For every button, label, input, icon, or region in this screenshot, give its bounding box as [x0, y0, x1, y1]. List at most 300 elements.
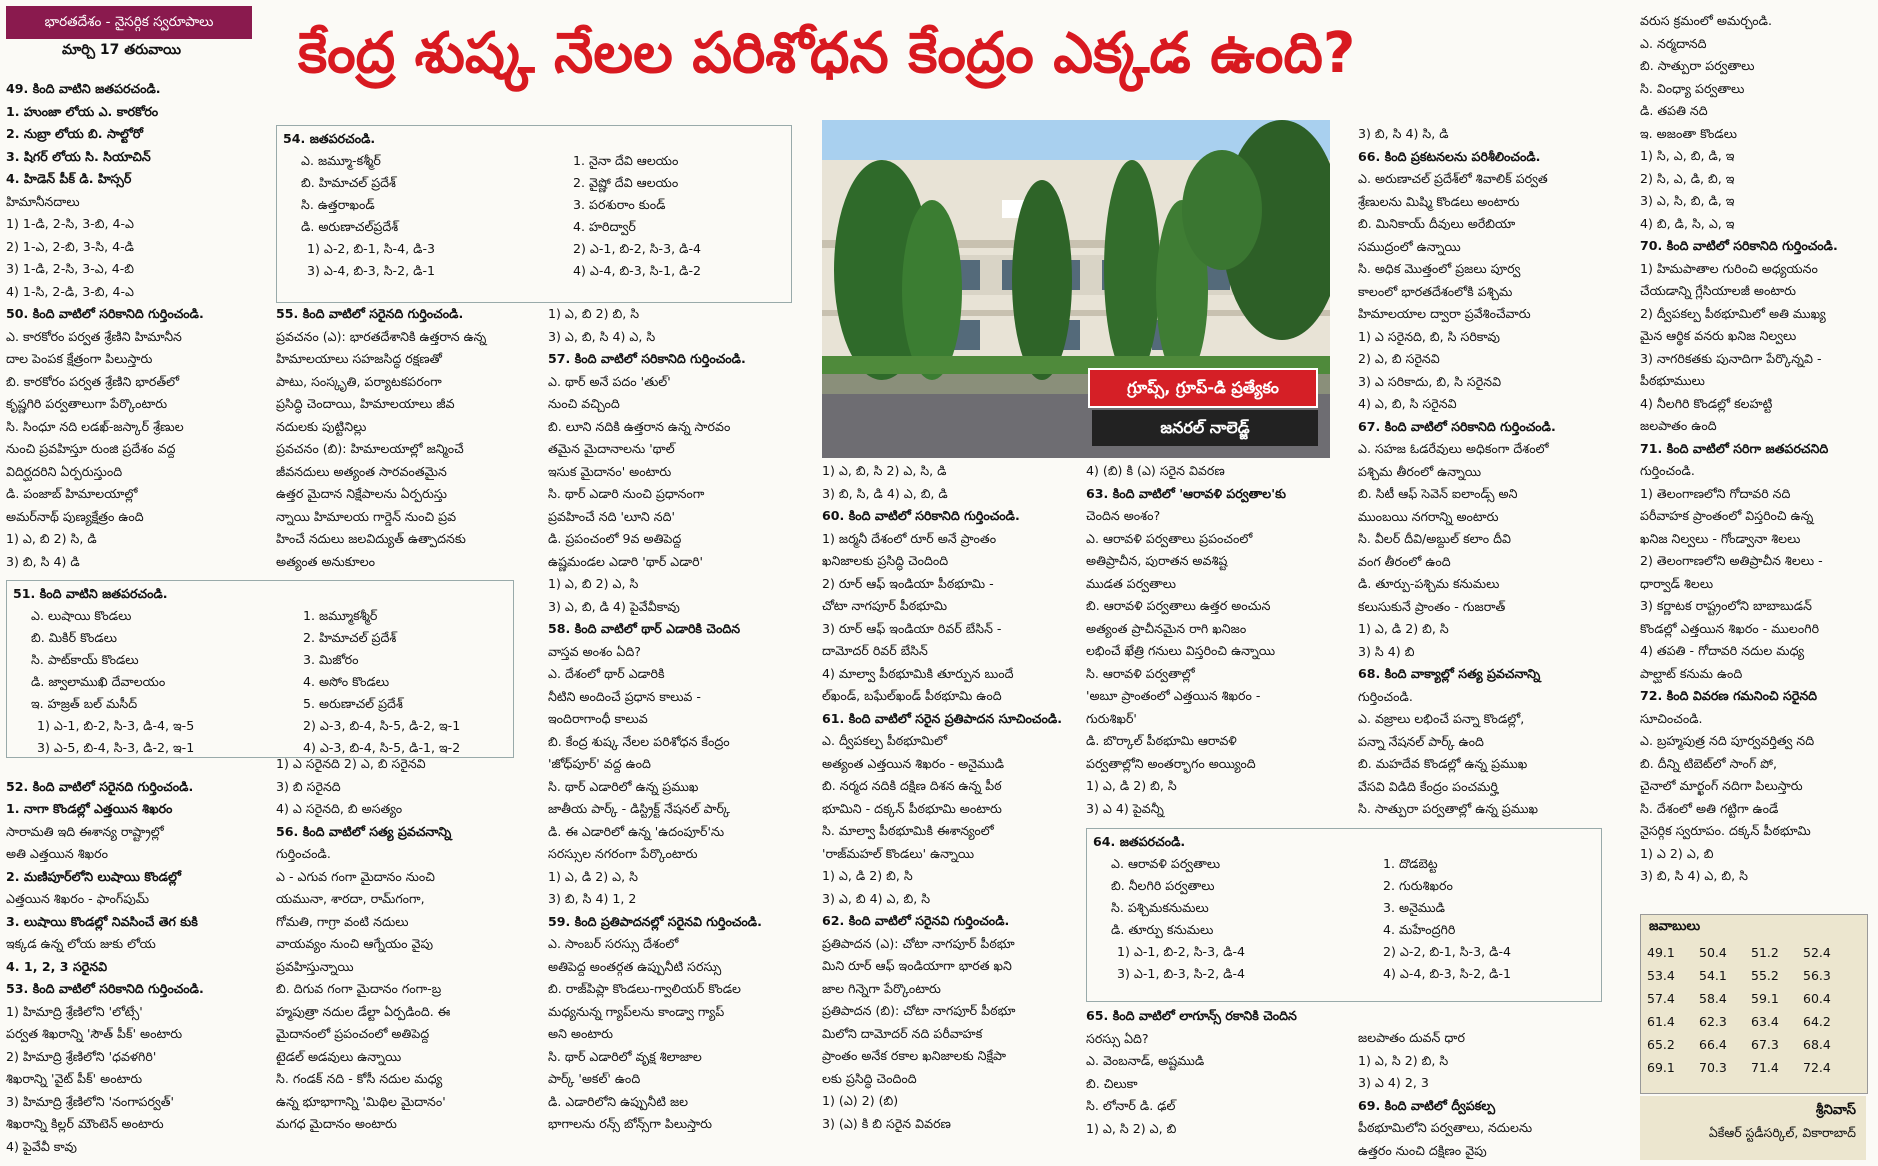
box-line: 3. పరశురాం కుండ్	[573, 197, 666, 212]
text-line: 1) ఎ, బి, సి 2) ఎ, సి, డి	[822, 463, 947, 478]
section-tag: భారతదేశం - నైసర్గిక స్వరూపాలు	[6, 6, 252, 39]
text-line: చైనాలో మార్ఖంగ్ నదిగా పిలుస్తారు	[1640, 778, 1803, 793]
box-line: 4) ఎ-4, బి-3, సి-2, డి-1	[1383, 966, 1511, 981]
text-line: 3) బి, సి 4) సి, డి	[1358, 126, 1449, 141]
text-line: అతి ఎత్తయిన శిఖరం	[6, 846, 109, 861]
text-line: ఉత్తరం నుంచి దక్షిణం వైపు	[1358, 1142, 1487, 1158]
text-line: 4) ఎ సరైనది, బి అసత్యం	[276, 801, 403, 816]
box-line: 2. హిమాచల్ ప్రదేశ్	[303, 630, 397, 645]
text-line: 3) ఎ 4) పైవన్నీ	[1086, 800, 1164, 816]
text-line: ధార్వాడ్ శిలలు	[1640, 575, 1714, 591]
text-line: ప్రతిపాదన (బి): చోటా నాగపూర్ పీఠభూ	[822, 1003, 1016, 1018]
text-line: 3) ఎ సరికాదు, బి, సి సరైనవి	[1358, 373, 1502, 389]
text-line: సి. మాల్వా పీఠభూమికి ఈశాన్యంలో	[822, 823, 994, 838]
text-line: ఎ. బ్రహ్మపుత్ర నది పూర్వవర్తిత్వ నది	[1640, 733, 1815, 748]
text-line: 3) బి, సి 4) 1, 2	[548, 891, 637, 906]
answer-cell: 55.2	[1751, 968, 1779, 983]
text-line: 4) ఎ, బి, సి సరైనవి	[1358, 396, 1457, 411]
text-line: గురుశిఖర్'	[1086, 710, 1137, 726]
box-line: 1) ఎ-1, బి-2, సి-3, డి-4, ఇ-5	[37, 718, 195, 733]
text-line: 2) సి, ఎ, డి, బి, ఇ	[1640, 170, 1735, 186]
answer-cell: 52.4	[1803, 945, 1831, 960]
text-line: 65. కింది వాటిలో లాగూన్స్ రకానికి చెందిన	[1086, 1008, 1297, 1023]
text-line: 72. కింది వివరణ గమనించి సరైనది	[1640, 688, 1818, 703]
answer-cell: 71.4	[1751, 1060, 1779, 1075]
text-line: 2) 1-ఎ, 2-బి, 3-సి, 4-డి	[6, 238, 134, 254]
text-line: 3) ఎ, బి 4) ఎ, బి, సి	[822, 890, 931, 906]
text-line: ఎ. అరుణాచల్ ప్రదేశ్‌లో శివాలిక్ పర్వత	[1358, 171, 1548, 186]
banner-general-knowledge: జనరల్ నాలెడ్జ్	[1092, 410, 1318, 446]
text-line: హిమాలయాలు సహజసిద్ధ రక్షణతో	[276, 351, 442, 366]
text-line: ఎ. కారకోరం పర్వత శ్రేణిని హిమానీన	[6, 328, 182, 344]
text-line: డి. తపతి నది	[1640, 103, 1708, 118]
text-line: దాల పెంపక క్షేత్రంగా పిలుస్తారు	[6, 351, 153, 366]
text-line: 71. కింది వాటిలో సరిగా జతపరచనిది	[1640, 440, 1829, 456]
text-line: లభించే ఖేత్రి గనులు విస్తరించి ఉన్నాయి	[1086, 643, 1276, 658]
text-line: పీఠభూములు	[1640, 373, 1705, 388]
text-line: సి. అధిక మొత్తంలో ప్రజలు పూర్వ	[1358, 261, 1521, 276]
text-line: 1) ఎ, డి 2) బి, సి	[822, 868, 913, 883]
text-line: ఎ. సాంబర్ సరస్సు దేశంలో	[548, 936, 679, 951]
text-line: 2) హిమాద్రి శ్రేణిలోని 'ధవళగిరి'	[6, 1048, 157, 1064]
text-line: 1) తెలంగాణలోని గోదావరి నది	[1640, 485, 1791, 501]
text-line: గోమతి, గాగ్రా వంటి నదులు	[276, 913, 409, 929]
answer-row	[1647, 1033, 1855, 1056]
text-line: 3) ఎ, బి, డి 4) పైవేవీకావు	[548, 598, 680, 614]
text-line: పరీవాహక ప్రాంతంలో విస్తరించి ఉన్న	[1640, 508, 1814, 523]
text-line: బి. లూని నదికి ఉత్తరాన ఉన్న సారవం	[548, 418, 731, 434]
answer-cell: 56.3	[1803, 968, 1831, 983]
answer-cell: 67.3	[1751, 1037, 1779, 1052]
text-line: 1) ఎ, సి 2) ఎ, బి	[1086, 1120, 1177, 1136]
question-column-7	[1640, 10, 1876, 908]
answer-cell: 59.1	[1751, 991, 1779, 1006]
text-line: 3) ఎ 4) 2, 3	[1358, 1075, 1429, 1090]
answer-cell: 51.2	[1751, 945, 1779, 960]
box-line: 2) ఎ-2, బి-1, సి-3, డి-4	[1383, 944, 1511, 959]
text-line: 59. కింది ప్రతిపాదనల్లో సరైనవి గుర్తించండి.	[548, 913, 762, 929]
text-line: సి. లోనార్ డి. ఢల్	[1086, 1098, 1176, 1113]
text-line: 1) హిమాద్రి శ్రేణిలోని 'లోట్సే'	[6, 1003, 143, 1019]
box-line: 3) ఎ-1, బి-3, సి-2, డి-4	[1117, 966, 1245, 981]
text-line: 1) (ఎ) 2) (బి)	[822, 1093, 899, 1108]
text-line: 3) ఎ, బి, సి 4) ఎ, సి	[548, 328, 656, 344]
text-line: 61. కింది వాటిలో సరైన ప్రతిపాదన సూచించండి.	[822, 710, 1062, 726]
text-line: ఎ - ఎగువ గంగా మైదానం నుంచి	[276, 868, 435, 884]
text-line: 3) సి 4) బి	[1358, 643, 1415, 659]
text-line: 55. కింది వాటిలో సరైనది గుర్తించండి.	[276, 306, 464, 321]
text-line: 4) బి, డి, సి, ఎ, ఇ	[1640, 215, 1735, 231]
box-line: సి. పశ్చిమకనుమలు	[1111, 900, 1209, 915]
text-line: 3) బి, సి, డి 4) ఎ, బి, డి	[822, 485, 948, 501]
text-line: 1. హుంజా లోయ ఎ. కారకోరం	[6, 103, 159, 119]
answer-cell: 68.4	[1803, 1037, 1831, 1052]
answer-key-title: జవాబులు	[1649, 919, 1701, 934]
page-headline: కేంద్ర శుష్క నేలల పరిశోధన కేంద్రం ఎక్కడ ఉంది?	[298, 21, 1356, 86]
text-line: భూమిని - దక్కన్ పీఠభూమి అంటారు	[822, 800, 1002, 816]
text-line: బి. దిగువ గంగా మైదానం గంగా-బ్ర	[276, 981, 442, 996]
text-line: గుర్తించండి.	[1358, 688, 1413, 704]
box-line: బి. హిమాచల్ ప్రదేశ్	[301, 175, 396, 190]
answer-cell: 54.1	[1699, 968, 1727, 983]
text-line: ఖనిజాలకు ప్రసిద్ధి చెందింది	[822, 553, 949, 568]
text-line: 69. కింది వాటిలో ద్వీపకల్ప	[1358, 1097, 1496, 1113]
text-line: విదిర్ఘదరిని ఏర్పరుస్తుంది	[6, 463, 123, 479]
text-line: 4. హిడెన్ పీక్ డి. హిస్సర్	[6, 171, 132, 186]
text-line: ఎ. థార్ అనే పదం 'తుల్'	[548, 373, 671, 389]
question-column-6	[1358, 123, 1632, 823]
text-line: బి. దీన్ని టిబెట్‌లో సాంగ్ పో,	[1640, 755, 1777, 771]
text-line: అతిపెద్ద అంతర్గత ఉప్పునీటి సరస్సు	[548, 958, 722, 974]
question-column-4	[822, 460, 1082, 1162]
answer-cell: 53.4	[1647, 968, 1675, 983]
text-line: ఇ. అజంతా కొండలు	[1640, 125, 1738, 141]
text-line: పర్వత శిఖరాన్ని 'సౌత్ పీక్' అంటారు	[6, 1026, 183, 1041]
box-line: 4. మహేంద్రగిరి	[1383, 922, 1456, 937]
answer-cell: 61.4	[1647, 1014, 1675, 1029]
text-line: సరస్సుల నగరంగా పేర్కొంటారు	[548, 846, 698, 861]
text-line: 4) 1-సి, 2-డి, 3-బి, 4-ఎ	[6, 283, 134, 299]
text-line: బి. చిలుకా	[1086, 1075, 1138, 1091]
text-line: డి. పంజాబ్ హిమాలయాల్లో	[6, 486, 138, 501]
text-line: హిమాలయాల ద్వారా ప్రవేశించేవారు	[1358, 306, 1531, 321]
text-line: 1) ఎ, బి 2) సి, డి	[6, 531, 97, 546]
text-line: బి. సాత్పురా పర్వతాలు	[1640, 58, 1755, 73]
text-line: యమునా, శారదా, రామ్‌గంగా,	[276, 891, 425, 906]
answer-cell: 63.4	[1751, 1014, 1779, 1029]
answer-cell: 64.2	[1803, 1014, 1831, 1029]
text-line: 63. కింది వాటిలో 'ఆరావళి పర్వతాల'కు	[1086, 485, 1287, 501]
box-line: 4. అసోం కొండలు	[303, 674, 390, 689]
text-line: ఇక్కడ ఉన్న లోయ జుకు లోయ	[6, 936, 156, 951]
text-line: 1) ఎ, సి 2) బి, సి	[1358, 1052, 1449, 1068]
text-line: ఎ. వజ్రాలు లభించే పన్నా కొండల్లో,	[1358, 711, 1525, 726]
text-line: వరుస క్రమంలో అమర్చండి.	[1640, 13, 1772, 28]
text-line: ఎత్తయిన శిఖరం - ఫాంగ్‌పుమ్	[6, 891, 150, 906]
text-line: డి. తూర్పు-పశ్చిమ కనుమలు	[1358, 576, 1500, 591]
text-line: 3) బి, సి 4) ఎ, బి, సి	[1640, 868, 1748, 883]
text-line: ప్రవహిస్తున్నాయి	[276, 958, 354, 974]
text-line: అత్యంత అనుకూలం	[276, 553, 376, 569]
text-line: మగధ మైదానం అంటారు	[276, 1116, 397, 1131]
answer-row	[1647, 1056, 1855, 1079]
box-line: 3) ఎ-4, బి-3, సి-2, డి-1	[307, 263, 435, 278]
answer-cell: 69.1	[1647, 1060, 1675, 1075]
text-line: వంగ తీరంలో ఉంది	[1358, 553, 1451, 569]
box-line: 1. నైనా దేవి ఆలయం	[573, 153, 679, 168]
text-line: నైసర్గిక స్వరూపం. దక్కన్ పీఠభూమి	[1640, 823, 1811, 838]
text-line: పాటు, సంస్కృతి, పర్యాటకపరంగా	[276, 373, 442, 389]
text-line: 1. నాగా కొండల్లో ఎత్తయిన శిఖరం	[6, 801, 173, 816]
answer-cell: 62.3	[1699, 1014, 1727, 1029]
text-line: 1) ఎ, బి 2) బి, సి	[548, 306, 640, 321]
text-line: మైదానంలో ప్రపంచంలో అతిపెద్ద	[276, 1026, 430, 1041]
text-line: హిమానీనదాలు	[6, 193, 80, 209]
box-line: 51. కింది వాటిని జతపరచండి.	[13, 586, 168, 601]
text-line: పీఠభూమిలోని పర్వతాలు, నదులను	[1358, 1120, 1533, 1135]
text-line: నదులకు పుట్టినిల్లు	[276, 418, 367, 434]
text-line: బి. నర్మద నదికి దక్షిణ దిశన ఉన్న పీఠ	[822, 778, 1002, 793]
text-line: 3) నాగరికతకు పునాదిగా పేర్కొన్నవి -	[1640, 350, 1822, 366]
question-column-6-lower	[1358, 1027, 1632, 1163]
text-line: ఎ. ఆరావళి పర్వతాలు ప్రపంచంలో	[1086, 530, 1253, 546]
author-affiliation: ఏకేఆర్ స్టడీసర్కిల్, వికారాబాద్	[1708, 1125, 1856, 1140]
box-line: ఎ. జమ్మూ-కశ్మీర్	[301, 153, 381, 168]
text-line: బి. మినికాయ్ దీవులు అరేబియా	[1358, 216, 1516, 231]
text-line: 1) సి, ఎ, బి, డి, ఇ	[1640, 148, 1735, 163]
text-line: టైడల్ అడవులు ఉన్నాయి	[276, 1048, 402, 1064]
text-line: 52. కింది వాటిలో సరైనది గుర్తించండి.	[6, 778, 194, 794]
text-line: ప్రవహించే నది 'లూని నది'	[548, 508, 675, 524]
text-line: జలపాతం దువన్ ధార	[1358, 1030, 1465, 1045]
text-line: 68. కింది వాక్యాల్లో సత్య ప్రవచనాన్ని	[1358, 666, 1541, 681]
text-line: 2. మణిపూర్‌లోని లుషాయి కొండల్లో	[6, 868, 181, 884]
box-line: 3. అనైముడి	[1383, 900, 1445, 915]
text-line: 4) నీలగిరి కొండల్లో కలహట్టి	[1640, 395, 1773, 411]
answer-cell: 60.4	[1803, 991, 1831, 1006]
answer-cell: 65.2	[1647, 1037, 1675, 1052]
question-column-3	[548, 303, 820, 1163]
text-line: 1) ఎ సరైనది, బి, సి సరికావు	[1358, 328, 1500, 344]
text-line: సి. థార్ ఎడారిలో ఉన్న ప్రముఖ	[548, 778, 699, 794]
text-line: 3) (ఎ) కి బి సరైన వివరణ	[822, 1115, 951, 1131]
text-line: పర్వతాల్లోని అంతర్భాగం అయ్యింది	[1086, 755, 1256, 771]
text-line: మిని రూర్ ఆఫ్ ఇండియాగా భారత ఖని	[822, 958, 1012, 973]
text-line: నుంచి ప్రవహిస్తూ రుంజి ప్రదేశం వద్ద	[6, 441, 176, 456]
text-line: 58. కింది వాటిలో థార్ ఎడారికి చెందిన	[548, 621, 741, 636]
text-line: ఎ. వెంబనాడ్, అష్టముడి	[1086, 1053, 1205, 1068]
text-line: అమర్‌నాథ్ పుణ్యక్షేత్రం ఉంది	[6, 508, 144, 524]
text-line: కలుసుకునే ప్రాంతం - గుజరాత్	[1358, 598, 1506, 614]
box-line: 4) ఎ-3, బి-4, సి-5, డి-1, ఇ-2	[303, 740, 461, 755]
box-line: 2) ఎ-3, బి-4, సి-5, డి-2, ఇ-1	[303, 718, 461, 733]
box-line: 3) ఎ-5, బి-4, సి-3, డి-2, ఇ-1	[37, 740, 195, 755]
text-line: మిలోని దామోదర్ నది పరీవాహక	[822, 1025, 983, 1041]
author-name: శ్రీనివాస్	[1815, 1102, 1856, 1118]
text-line: హించే నదులు జలవిద్యుత్ ఉత్పాదనకు	[276, 531, 466, 546]
text-line: 2) రూర్ ఆఫ్ ఇండియా పీఠభూమి -	[822, 575, 994, 591]
text-line: గుర్తించండి.	[1640, 463, 1695, 478]
text-line: శిఖరాన్ని 'వైట్ పీక్' అంటారు	[6, 1071, 143, 1086]
box-line: 1) ఎ-1, బి-2, సి-3, డి-4	[1117, 944, 1245, 959]
text-line: 49. కింది వాటిని జతపరచండి.	[6, 81, 161, 96]
text-line: ఎ. సహజ ఓడరేవులు అధికంగా దేశంలో	[1358, 441, 1549, 456]
text-line: సి. థార్ ఎడారి నుంచి ప్రధానంగా	[548, 486, 705, 501]
box-line: ఇ. హజ్రత్ బల్ మసీద్	[31, 696, 138, 711]
banner-groups: గ్రూప్స్, గ్రూప్-డి ప్రత్యేకం	[1088, 368, 1318, 408]
text-line: సి. సింధూ నది లడఖ్-జస్కార్ శ్రేణుల	[6, 418, 184, 434]
text-line: పార్క్ 'అకల్' ఉంది	[548, 1071, 641, 1086]
text-line: 3. లుషాయి కొండల్లో నివసించే తెగ కుకి	[6, 913, 198, 929]
text-line: మైన ఆర్థిక వనరు ఖనిజ నిల్వలు	[1640, 328, 1797, 343]
text-line: ప్రతిపాదన (ఎ): చోటా నాగపూర్ పీఠభూ	[822, 935, 1015, 951]
text-line: 4) తపతి - గోదావరి నదుల మధ్య	[1640, 643, 1805, 658]
answer-cell: 66.4	[1699, 1037, 1727, 1052]
text-line: ప్రాంతం అనేక రకాల ఖనిజాలకు నిక్షేపా	[822, 1048, 1007, 1063]
box-line: 4. హరిద్వార్	[573, 219, 636, 234]
text-line: 66. కింది ప్రకటనలను పరిశీలించండి.	[1358, 148, 1541, 164]
box-line: 5. అరుణాచల్ ప్రదేశ్	[303, 696, 403, 711]
box-line: 4) ఎ-4, బి-3, సి-1, డి-2	[573, 263, 701, 278]
text-line: పశ్చిమ తీరంలో ఉన్నాయి	[1358, 463, 1482, 479]
text-line: 'జోధ్‌పూర్' వద్ద ఉంది	[548, 756, 651, 771]
text-line: డి. ఎడారిలోని ఉప్పునీటి జల	[548, 1093, 689, 1109]
text-line: సి. వీలర్ దీవి/అబ్దుల్ కలాం దీవి	[1358, 531, 1511, 546]
text-line: బి. సిటీ ఆఫ్ సెవెన్ ఐలాండ్స్ అని	[1358, 486, 1518, 501]
text-line: 1) ఎ, డి 2) బి, సి	[1358, 621, 1449, 636]
text-line: వాస్తవ అంశం ఏది?	[548, 643, 641, 659]
text-line: ముంబయి నగరాన్ని అంటారు	[1358, 508, 1499, 524]
text-line: మధ్యనున్న గ్యాప్‌లను కాండ్వా గ్యాప్	[548, 1003, 725, 1019]
text-line: ఇసుక మైదానం' అంటారు	[548, 463, 672, 479]
box-line: 64. జతపరచండి.	[1093, 834, 1186, 849]
text-line: 53. కింది వాటిలో సరికానిది గుర్తించండి.	[6, 981, 204, 996]
text-line: డి. ఈ ఎడారిలో ఉన్న 'ఉదంపూర్'ను	[548, 823, 725, 839]
text-line: అత్యంత ప్రాచీనమైన రాగి ఖనిజం	[1086, 620, 1247, 636]
text-line: డి. ప్రపంచంలో 9వ అతిపెద్ద	[548, 531, 682, 546]
text-line: 'అబూ ప్రాంతంలో ఎత్తయిన శిఖరం -	[1086, 688, 1261, 703]
text-line: నీటిని అందించే ప్రధాన కాలువ -	[548, 688, 701, 704]
text-line: 3) బి, సి 4) డి	[6, 553, 80, 569]
match-box-51	[6, 580, 514, 758]
text-line: అత్యంత ఎత్తయిన శిఖరం - అనైముడి	[822, 755, 1005, 771]
text-line: ఎ. నర్మదానది	[1640, 35, 1707, 51]
text-line: ఉష్ణమండల ఎడారి 'థార్ ఎడారి'	[548, 553, 704, 569]
match-box-54	[276, 125, 792, 303]
text-line: 1) ఎ, డి 2) బి, సి	[1086, 778, 1177, 793]
box-line: ఎ. లుషాయి కొండలు	[31, 608, 132, 623]
text-line: ముడత పర్వతాలు	[1086, 575, 1177, 591]
text-line: 2) ద్వీపకల్ప పీఠభూమిలో అతి ముఖ్య	[1640, 305, 1826, 321]
text-line: 70. కింది వాటిలో సరికానిది గుర్తించండి.	[1640, 238, 1838, 253]
answer-cell: 50.4	[1699, 945, 1727, 960]
text-line: 4) (బి) కి (ఎ) సరైన వివరణ	[1086, 463, 1225, 478]
text-line: సి. థార్ ఎడారిలో వృక్ష శిలాజాల	[548, 1048, 702, 1064]
text-line: హ్మపుత్రా నదుల డేల్టా ఏర్పడింది. ఈ	[276, 1003, 451, 1019]
text-line: 67. కింది వాటిలో సరికానిది గుర్తించండి.	[1358, 418, 1556, 434]
box-line: 1. దొడబెట్ట	[1383, 856, 1438, 871]
text-line: చోటా నాగపూర్ పీఠభూమి	[822, 598, 948, 613]
text-line: కొండల్లో ఎత్తయిన శిఖరం - ములంగిరి	[1640, 620, 1820, 636]
box-line: బి. నీలగిరి పర్వతాలు	[1111, 878, 1215, 893]
text-line: 60. కింది వాటిలో సరికానిది గుర్తించండి.	[822, 508, 1020, 523]
text-line: జాతీయ పార్క్ - డిస్ట్రిక్ట్ నేషనల్ పార్క్	[548, 801, 730, 816]
text-line: ఉత్తర మైదాన నిక్షేపాలను ఏర్పరుస్తు	[276, 486, 448, 501]
text-line: కృష్ణగిరి పర్వతాలుగా పేర్కొంటారు	[6, 396, 168, 411]
box-line: 2. గురుశిఖరం	[1383, 878, 1453, 893]
text-line: సి. దేశంలో అతి గట్టిగా ఉండే	[1640, 800, 1779, 816]
text-line: 3) రూర్ ఆఫ్ ఇండియా రివర్ బేసిన్ -	[822, 620, 1002, 636]
text-line: ప్రవచనం (ఎ): భారతదేశానికి ఉత్తరాన ఉన్న	[276, 328, 487, 344]
text-line: 3) కర్ణాటక రాష్ట్రంలోని బాబాబుడన్	[1640, 598, 1812, 613]
text-line: సరస్సు ఏది?	[1086, 1030, 1149, 1046]
text-line: బి. కేంద్ర శుష్క నేలల పరిశోధన కేంద్రం	[548, 733, 730, 749]
text-line: ఉన్న భూభాగాన్ని 'మిథిల మైదానం'	[276, 1093, 446, 1109]
text-line: 1) ఎ సరైనది 2) ఎ, బి సరైనవి	[276, 756, 426, 771]
text-line: సి. ఆరావళి పర్వతాల్లో	[1086, 665, 1195, 681]
text-line: ల్‌ఖండ్, బఘేల్‌ఖండ్ పీఠభూమి ఉంది	[822, 688, 1002, 703]
text-line: బి. కారకోరం పర్వత శ్రేణిని భారత్‌లో	[6, 373, 180, 389]
text-line: వేసవి విడిది కేంద్రం పంచమర్హి	[1358, 778, 1498, 794]
text-line: ఎ. ద్వీపకల్ప పీఠభూమిలో	[822, 733, 948, 748]
box-line: డి. అరుణాచల్‌ప్రదేశ్	[301, 219, 399, 234]
text-line: భాగాలను రన్స్ బోన్స్‌గా పిలుస్తారు	[548, 1116, 712, 1131]
text-line: నుంచి వచ్చింది	[548, 396, 620, 411]
box-line: 1. జమ్మూకశ్మీర్	[303, 608, 378, 623]
text-line: ఎ. దేశంలో థార్ ఎడారికి	[548, 666, 665, 681]
text-line: వాయవ్యం నుంచి ఆగ్నేయం వైపు	[276, 936, 434, 951]
box-line: 3. మిజోరం	[303, 652, 359, 667]
text-line: 1) హిమపాతాల గురించి అధ్యయనం	[1640, 260, 1818, 276]
text-line: అని అంటారు	[548, 1026, 613, 1041]
text-line: 3) బి సరైనది	[276, 778, 341, 794]
text-line: 1) 1-డి, 2-సి, 3-బి, 4-ఎ	[6, 216, 134, 231]
text-line: సి. సాత్పురా పర్వతాల్లో ఉన్న ప్రముఖ	[1358, 801, 1539, 816]
text-line: గుర్తించండి.	[276, 846, 331, 861]
text-line: 4) పైవేవీ కావు	[6, 1138, 77, 1154]
text-line: బి. ఆరావళి పర్వతాలు ఉత్తర అంచున	[1086, 598, 1271, 613]
box-line: 54. జతపరచండి.	[283, 131, 376, 146]
text-line: సి. గండక్ నది - కోసీ నదుల మధ్య	[276, 1071, 443, 1086]
box-line: బి. మికిర్ కొండలు	[31, 630, 118, 645]
text-line: 56. కింది వాటిలో సత్య ప్రవచనాన్ని	[276, 823, 452, 839]
answer-cell: 49.1	[1647, 945, 1675, 960]
text-line: ఇందిరాగాంధీ కాలువ	[548, 711, 648, 726]
box-line: ఎ. ఆరావళి పర్వతాలు	[1111, 856, 1221, 871]
text-line: సి. వింధ్యా పర్వతాలు	[1640, 80, 1745, 96]
text-line: 50. కింది వాటిలో సరికానిది గుర్తించండి.	[6, 306, 204, 321]
text-line: డి. బొర్కాల్ పీఠభూమి ఆరావళి	[1086, 733, 1237, 748]
answer-cell: 58.4	[1699, 991, 1727, 1006]
continuation-note: మార్చి 17 తరువాయి	[62, 42, 181, 58]
text-line: శ్రేణులను మిష్మి కొండలు అంటారు	[1358, 193, 1520, 209]
answer-row	[1647, 1010, 1855, 1033]
text-line: 57. కింది వాటిలో సరికానిది గుర్తించండి.	[548, 351, 746, 366]
text-line: దామోదర్ రివర్ బేసిన్	[822, 643, 928, 658]
text-line: 3) ఎ, సి, బి, డి, ఇ	[1640, 193, 1735, 208]
text-line: 2) ఎ, బి సరైనవి	[1358, 351, 1440, 366]
text-line: 4) మాల్వా పీఠభూమికి తూర్పున బుందే	[822, 665, 1014, 681]
text-line: ప్రవచనం (బి): హిమాలయాల్లో జన్మించే	[276, 441, 464, 456]
question-column-5	[1086, 460, 1356, 824]
text-line: సముద్రంలో ఉన్నాయి	[1358, 238, 1461, 254]
text-line: 3. షిగర్ లోయ సి. సియాచిన్	[6, 148, 151, 164]
box-line: 1) ఎ-2, బి-1, సి-4, డి-3	[307, 241, 435, 256]
answer-row	[1647, 941, 1855, 964]
text-line: 3) హిమాద్రి శ్రేణిలోని 'నంగాపర్వత్'	[6, 1093, 174, 1109]
box-line: సి. ఉత్తరాఖండ్	[301, 197, 375, 212]
text-line: అతిప్రాచీన, పురాతన అవశిష్ట	[1086, 553, 1228, 568]
match-box-64	[1086, 828, 1602, 1002]
text-line: కాలంలో భారతదేశంలోకి పశ్చిమ	[1358, 283, 1513, 299]
text-line: 1) జర్మనీ దేశంలో రూర్ అనే ప్రాంతం	[822, 530, 997, 546]
text-line: బి. మహదేవ కొండల్లో ఉన్న ప్రముఖ	[1358, 756, 1528, 771]
answer-key	[1640, 914, 1868, 1094]
box-line: డి. తూర్పు కనుమలు	[1111, 922, 1214, 937]
text-line: సూచించండి.	[1640, 710, 1703, 726]
answer-cell: 72.4	[1803, 1060, 1831, 1075]
text-line: 1) ఎ 2) ఎ, బి	[1640, 845, 1714, 861]
answer-cell: 57.4	[1647, 991, 1675, 1006]
text-line: ఖనిజ నిల్వలు - గోండ్వానా శిలలు	[1640, 530, 1801, 546]
answer-key-table	[1647, 941, 1855, 1079]
answer-row	[1647, 964, 1855, 987]
text-line: 1) ఎ, బి 2) ఎ, సి	[548, 576, 639, 591]
text-line: ప్రసిద్ధి చెందాయి, హిమాలయాలు జీవ	[276, 396, 455, 411]
author-credit	[1640, 1096, 1866, 1160]
box-line: డి. జ్వాలాముఖి దేవాలయం	[31, 674, 166, 689]
box-line: 2) ఎ-1, బి-2, సి-3, డి-4	[573, 241, 701, 256]
